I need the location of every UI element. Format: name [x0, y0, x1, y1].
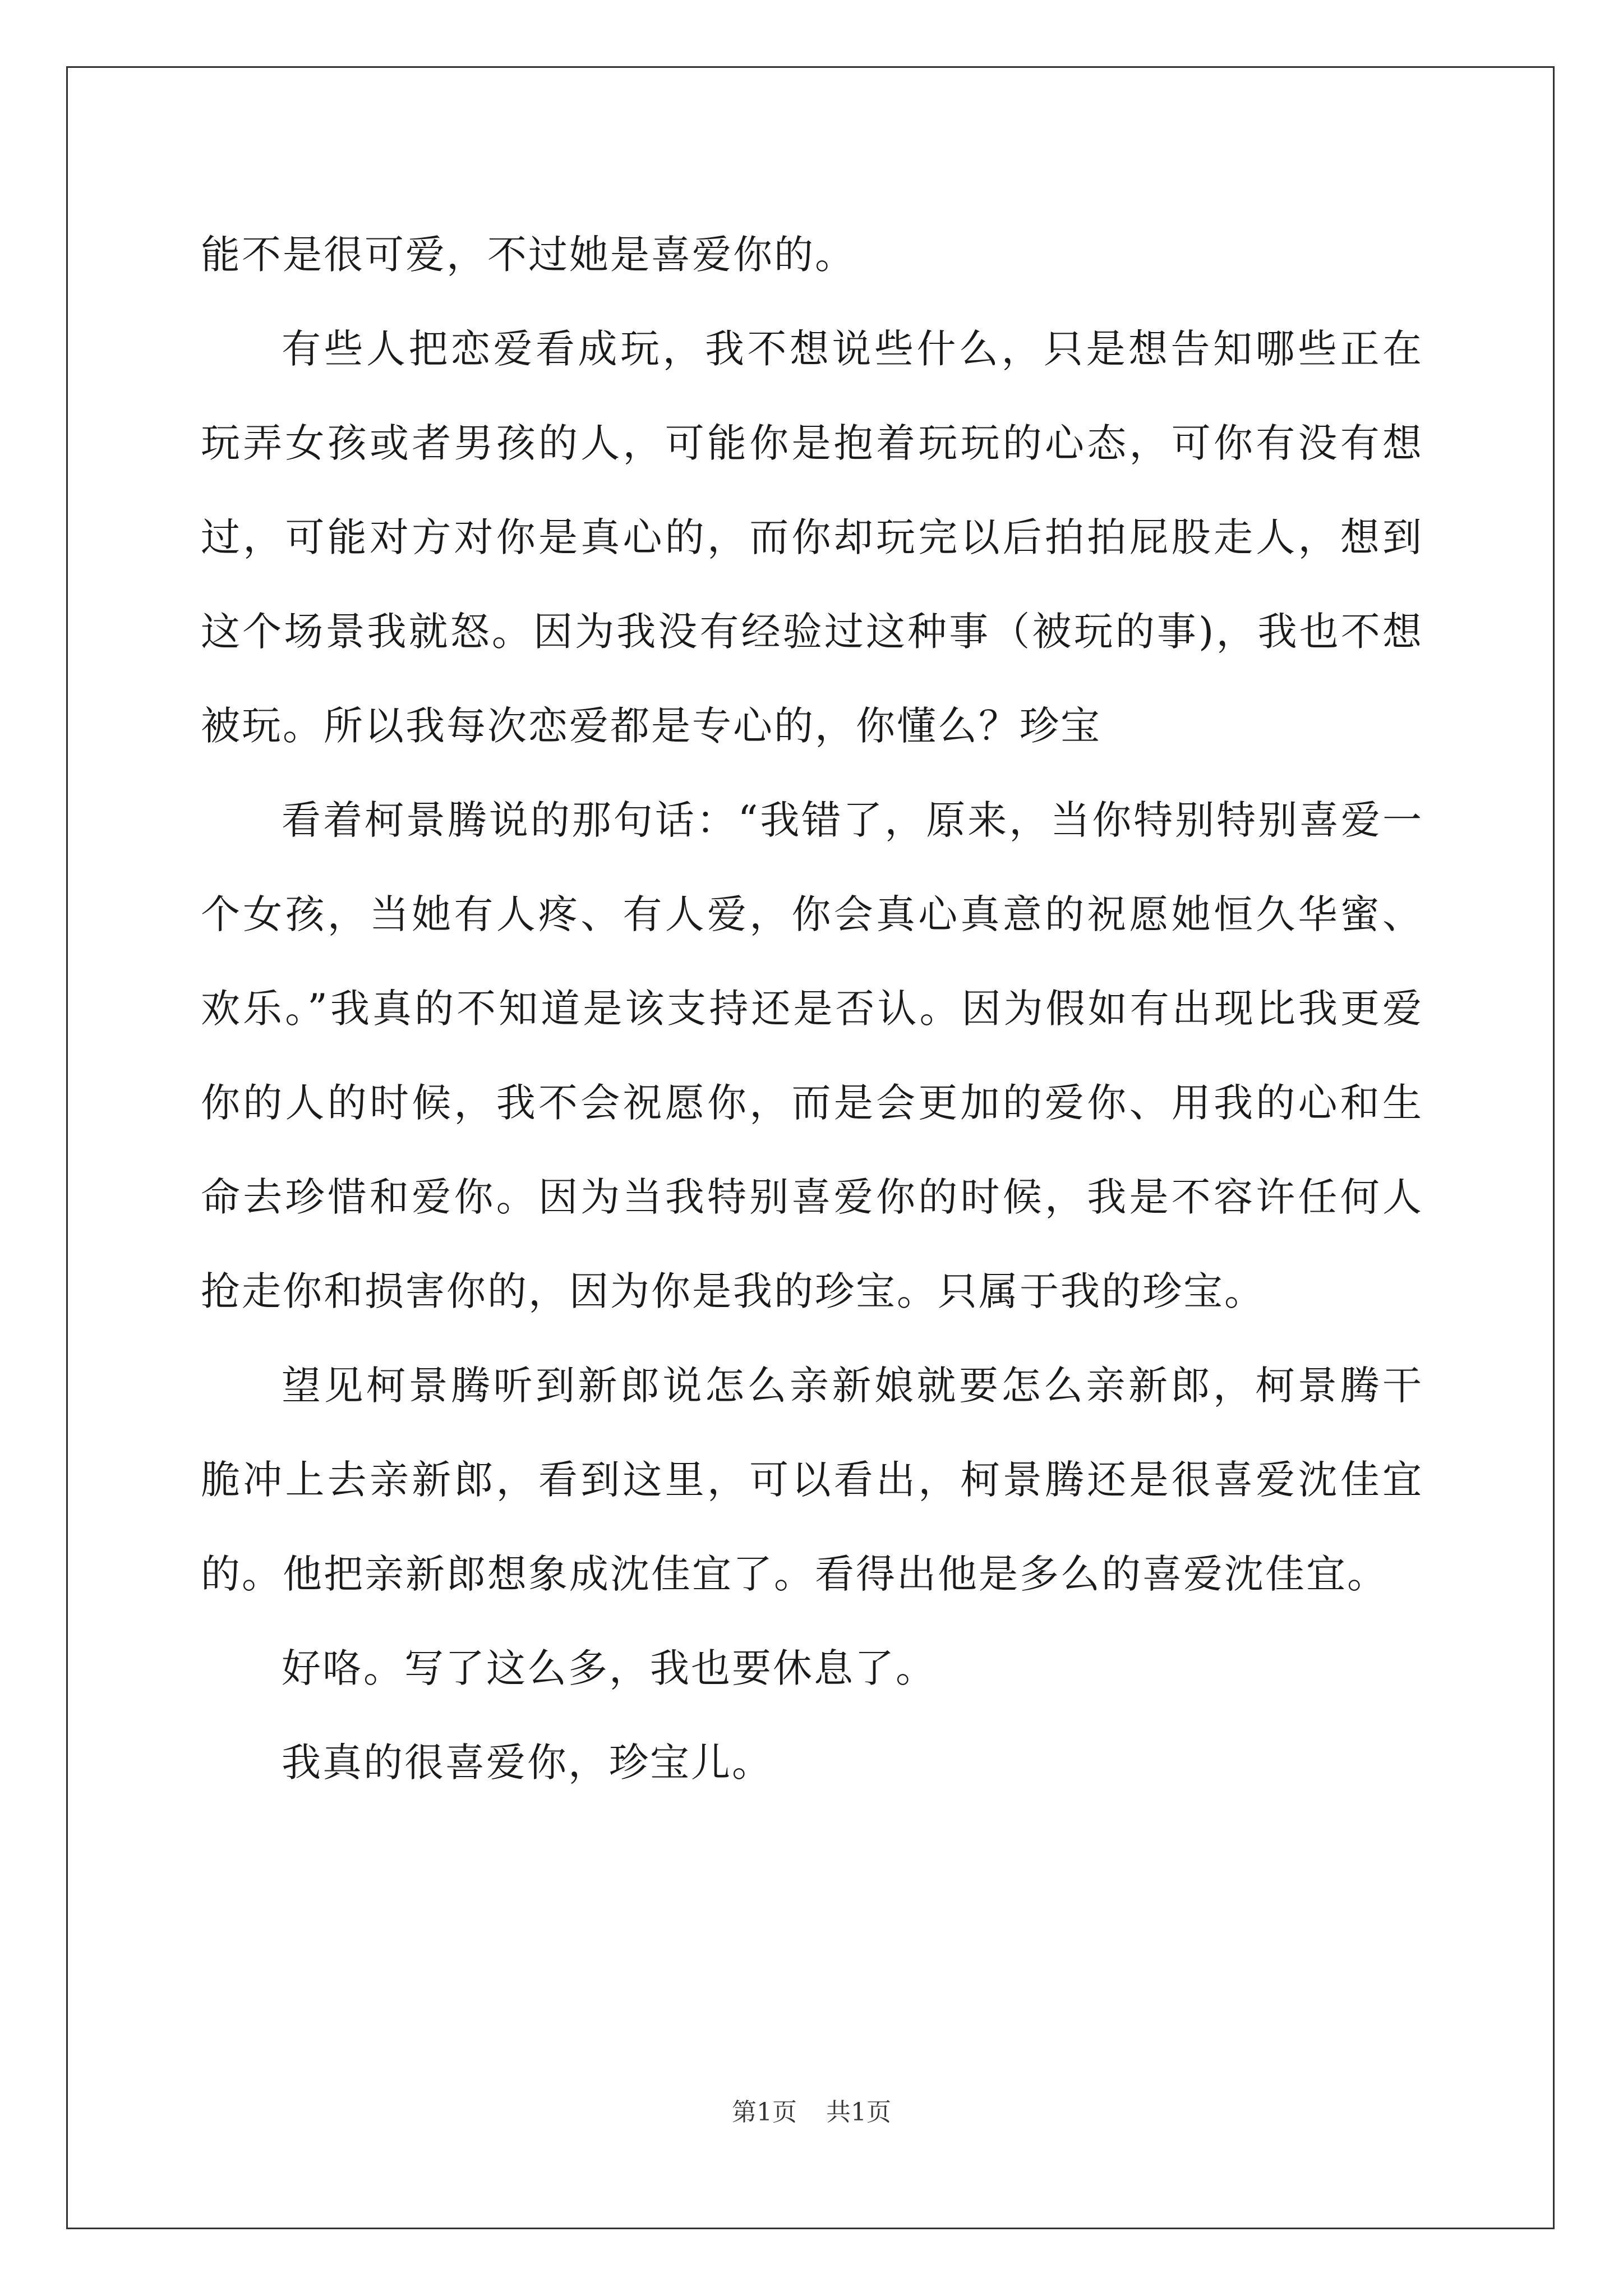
paragraph-4: 望见柯景腾听到新郎说怎么亲新娘就要怎么亲新郎，柯景腾干脆冲上去亲新郎，看到这里，可以看出，柯景腾还是很喜爱沈佳宜的。他把亲新郎想象成沈佳宜了。看得出他是多么的喜爱沈佳宜。	[201, 1363, 1423, 1597]
page-number-total: 共1页	[826, 2098, 891, 2127]
paragraph-5: 好咯。写了这么多，我也要休息了。	[282, 1645, 937, 1691]
paragraph-3: 看着柯景腾说的那句话：“我错了，原来，当你特别特别喜爱一个女孩，当她有人疼、有人爱，你会真心真意的祝愿她恒久华蜜、欢乐。”我真的不知道是该支持还是否认。因为假如有出现比我更爱你的人的时候，我不会祝愿你，而是会更加的爱你、用我的心和生命去珍惜和爱你。因为当我特别喜爱你的时候，我是不容许任何人抢走你和损害你的，因为你是我的珍宝。只属于我的珍宝。	[201, 797, 1423, 1314]
paragraph-2: 有些人把恋爱看成玩，我不想说些什么，只是想告知哪些正在玩弄女孩或者男孩的人，可能你是抱着玩玩的心态，可你有没有想过，可能对方对你是真心的，而你却玩完以后拍拍屁股走人，想到这个场景我就怒。因为我没有经验过这种事（被玩的事)，我也不想被玩。所以我每次恋爱都是专心的，你懂么？珍宝	[201, 326, 1423, 749]
paragraph-1: 能不是很可爱，不过她是喜爱你的。	[201, 232, 856, 278]
document-body	[201, 208, 1423, 1810]
paragraph-6: 我真的很喜爱你，珍宝儿。	[282, 1740, 773, 1786]
page-footer	[0, 2097, 1623, 2128]
page-number-current: 第1页	[732, 2098, 797, 2127]
